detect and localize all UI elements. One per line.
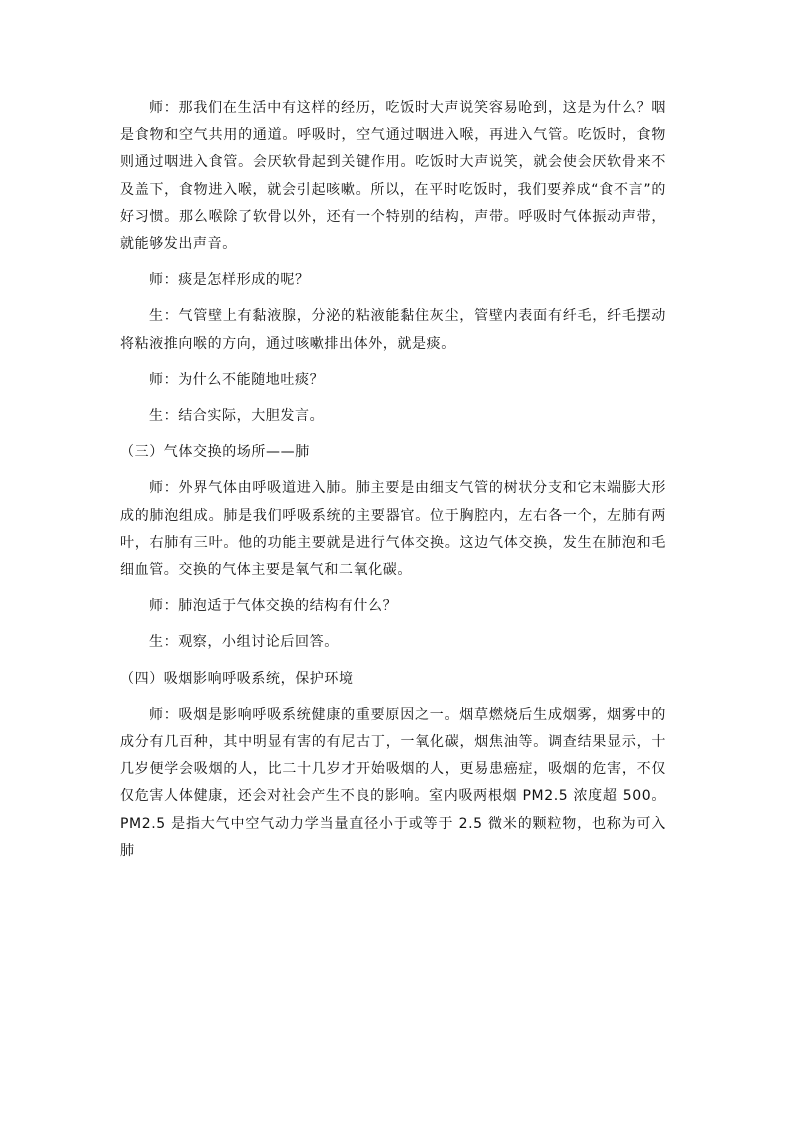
section-heading-smoking: （四）吸烟影响呼吸系统，保护环境 (120, 670, 354, 687)
paragraph-teacher-phlegm-question: 师：痰是怎样形成的呢？ (149, 272, 310, 289)
paragraph-teacher-smoking: 师：吸烟是影响呼吸系统健康的重要原因之一。烟草燃烧后生成烟雾，烟雾中的成分有几百种，其中明显有害的有尼古丁，一氧化碳，烟焦油等。调查结果显示，十几岁便学会吸烟的人，比二十几岁才开始吸烟的人，更易患癌症，吸烟的危害，不仅仅危害人体健康，还会对社会产生不良的影响。室内吸两根烟 PM2.5 浓度超 500。PM2.5 是指大气中空气动力学当量直径小于或等于 2.5 微米的颗粒物，也称为可入肺 (120, 706, 666, 859)
paragraph-student-discussion: 生：结合实际，大胆发言。 (149, 408, 325, 425)
section-heading-lungs: （三）气体交换的场所——肺 (120, 444, 310, 461)
paragraph-teacher-choking: 师：那我们在生活中有这样的经历，吃饭时大声说笑容易呛到，这是为什么？咽是食物和空气共用的通道。呼吸时，空气通过咽进入喉，再进入气管。吃饭时，食物则通过咽进入食管。会厌软骨起到关键作用。吃饭时大声说笑，就会使会厌软骨来不及盖下，食物进入喉，就会引起咳嗽。所以，在平时吃饭时，我们要养成“食不言”的好习惯。那么喉除了软骨以外，还有一个特别的结构，声带。呼吸时气体振动声带，就能够发出声音。 (120, 100, 666, 253)
paragraph-student-observe: 生：观察，小组讨论后回答。 (149, 634, 339, 651)
paragraph-teacher-lungs: 师：外界气体由呼吸道进入肺。肺主要是由细支气管的树状分支和它末端膨大形成的肺泡组成。肺是我们呼吸系统的主要器官。位于胸腔内，左右各一个，左肺有两叶，右肺有三叶。他的功能主要就是进行气体交换。这边气体交换，发生在肺泡和毛细血管。交换的气体主要是氧气和二氧化碳。 (120, 480, 666, 579)
paragraph-student-phlegm-answer: 生：气管壁上有黏液腺，分泌的粘液能黏住灰尘，管壁内表面有纤毛，纤毛摆动将粘液推向喉的方向，通过咳嗽排出体外，就是痰。 (120, 308, 666, 352)
paragraph-teacher-spitting-question: 师：为什么不能随地吐痰？ (149, 371, 325, 388)
paragraph-teacher-alveoli-question: 师：肺泡适于气体交换的结构有什么？ (149, 598, 398, 615)
